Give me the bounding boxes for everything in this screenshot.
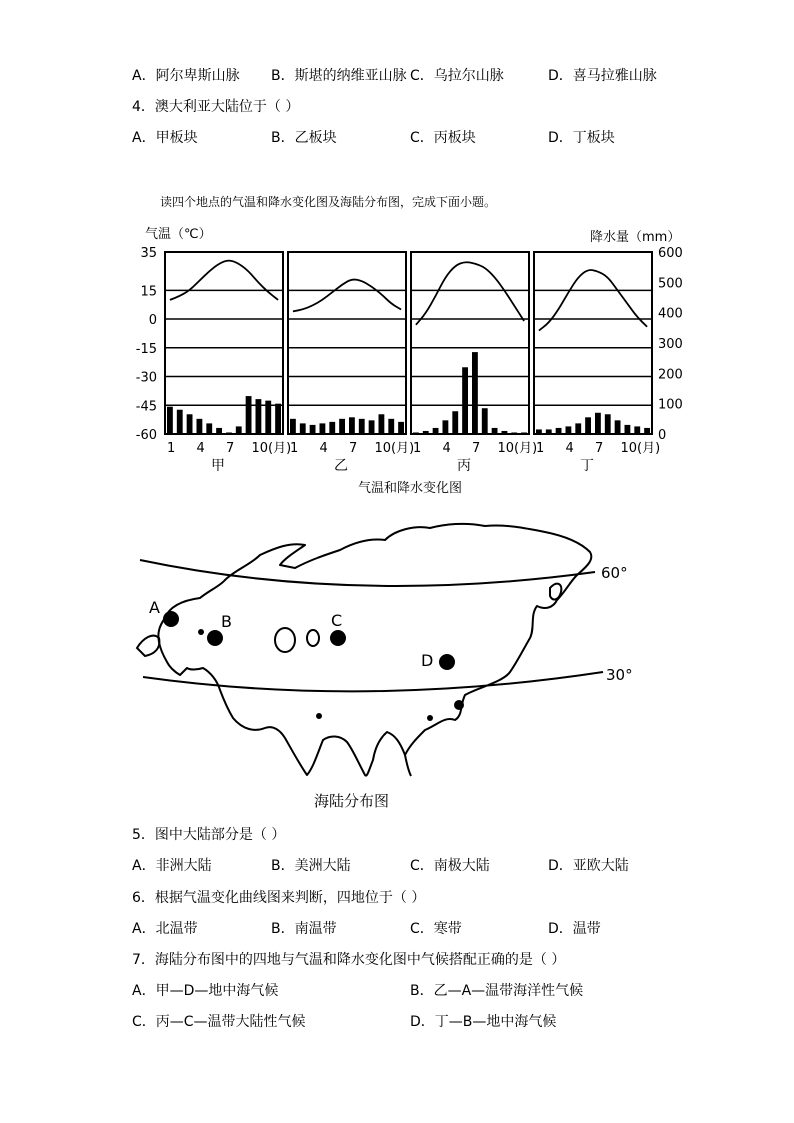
precip-bar (625, 425, 631, 434)
point-b-label: B (221, 612, 232, 631)
month-tick-label: 10(月) (497, 441, 538, 456)
precip-tick-label: 500 (658, 276, 683, 292)
precip-bar (359, 419, 365, 434)
precip-bar (433, 428, 439, 434)
precip-bar (644, 428, 650, 434)
precip-bar (329, 422, 335, 434)
precip-tick-label: 100 (658, 397, 683, 413)
month-tick-label: 4 (442, 441, 451, 456)
precip-bar (388, 419, 394, 434)
q4-option-b: B．乙板块 (271, 130, 337, 146)
temp-tick-label: 15 (140, 284, 157, 300)
q5-option-a: A．非洲大陆 (132, 858, 212, 874)
precip-bar (605, 414, 611, 434)
temperature-curve (539, 270, 647, 331)
temperature-curve (293, 280, 401, 312)
small-dot (198, 629, 204, 635)
precip-bar (452, 411, 458, 434)
peninsula-south (405, 755, 411, 776)
precip-bar (300, 423, 306, 434)
precip-bar (566, 426, 572, 434)
panel-name: 丙 (457, 458, 471, 474)
month-tick-label: 10(月) (620, 441, 661, 456)
precip-bar (521, 432, 527, 434)
climate-chart-title: 气温和降水变化图 (357, 481, 463, 496)
precip-bar (472, 352, 478, 434)
month-tick-label: 7 (595, 441, 604, 456)
climate-panel (411, 252, 537, 474)
precip-bar (546, 429, 552, 434)
q7-option-c: C．丙—C—温带大陆性气候 (132, 1014, 306, 1030)
small-dot (454, 700, 464, 710)
q7-question: 7．海陆分布图中的四地与气温和降水变化图中气候搭配正确的是（ ） (132, 952, 566, 968)
precip-bar (492, 428, 498, 434)
temp-tick-label: -15 (135, 341, 157, 357)
precip-bar (226, 432, 232, 434)
temp-axis-label: 气温（℃） (145, 227, 212, 242)
q6-option-d: D．温带 (548, 921, 601, 937)
precip-bar (310, 425, 316, 434)
precip-bar (177, 410, 183, 434)
q7-option-b: B．乙—A—温带海洋性气候 (410, 983, 584, 999)
lat-60-label: 60° (601, 564, 628, 582)
small-dot (427, 715, 433, 721)
point-d (439, 654, 455, 670)
precip-bar (256, 399, 262, 434)
month-tick-label: 10(月) (251, 441, 292, 456)
point-c-label: C (331, 611, 343, 630)
precip-bar (265, 401, 271, 434)
q7-option-a: A．甲—D—地中海气候 (132, 983, 279, 999)
precip-bar (443, 420, 449, 434)
temp-tick-label: -45 (135, 399, 157, 415)
island-east (550, 584, 561, 600)
temperature-curve (170, 261, 278, 300)
point-b (207, 630, 223, 646)
q6-question: 6．根据气温变化曲线图来判断，四地位于（ ） (132, 890, 426, 906)
precip-bar (275, 404, 281, 434)
panel-frame (534, 252, 652, 434)
q3-option-b: B．斯堪的纳维亚山脉 (271, 68, 407, 84)
precip-tick-label: 400 (658, 306, 683, 322)
precip-bar (206, 423, 212, 434)
map-caption: 海陆分布图 (314, 792, 390, 810)
precip-bar (398, 422, 404, 434)
q4-option-d: D．丁板块 (548, 130, 615, 146)
q5-question: 5．图中大陆部分是（ ） (132, 827, 286, 843)
point-a-label: A (149, 598, 160, 617)
precip-bar (556, 428, 562, 434)
precip-bar (511, 432, 517, 434)
q7-option-d: D．丁—B—地中海气候 (410, 1014, 557, 1030)
lat-30-label: 30° (606, 666, 633, 684)
precip-bar (575, 423, 581, 434)
climate-panel (534, 252, 660, 474)
precip-bar (320, 423, 326, 434)
q4-question: 4．澳大利亚大陆位于（ ） (132, 99, 300, 115)
eurasia-outline (158, 524, 591, 776)
climate-panel (165, 252, 291, 474)
precip-bar (216, 428, 222, 434)
point-a (163, 611, 179, 627)
precip-bar (369, 420, 375, 434)
precip-bar (349, 417, 355, 434)
black-sea-area (275, 628, 295, 652)
q6-option-a: A．北温带 (132, 921, 198, 937)
precip-bar (595, 413, 601, 434)
q3-option-a: A．阿尔卑斯山脉 (132, 68, 240, 84)
temperature-curve (416, 262, 524, 325)
precip-bar (197, 419, 203, 434)
panel-frame (165, 252, 283, 434)
q5-option-c: C．南极大陆 (410, 858, 490, 874)
precip-bar (290, 419, 296, 434)
climate-chart (125, 220, 695, 500)
temp-tick-label: 35 (140, 246, 157, 261)
month-tick-label: 1 (536, 441, 545, 456)
q5-option-b: B．美洲大陆 (271, 858, 351, 874)
precip-bar (502, 431, 508, 434)
precip-bar (246, 396, 252, 434)
q3-option-d: D．喜马拉雅山脉 (548, 68, 657, 84)
temp-tick-label: -30 (135, 370, 157, 386)
caspian-sea (307, 630, 319, 646)
precip-bar (236, 426, 242, 434)
month-tick-label: 1 (167, 441, 176, 456)
month-tick-label: 1 (290, 441, 299, 456)
month-tick-label: 7 (349, 441, 358, 456)
precip-tick-label: 300 (658, 337, 683, 352)
precip-bar (423, 431, 429, 434)
month-tick-label: 4 (196, 441, 205, 456)
panel-name: 乙 (334, 458, 348, 474)
climate-panel (288, 252, 414, 474)
precip-axis-label: 降水量（mm） (590, 230, 681, 245)
panel-frame (411, 252, 529, 434)
precip-bar (615, 420, 621, 434)
month-tick-label: 10(月) (374, 441, 415, 456)
precip-tick-label: 0 (658, 428, 667, 443)
panel-name: 甲 (211, 458, 225, 474)
precip-bar (413, 432, 419, 434)
precip-bar (379, 414, 385, 434)
precip-tick-label: 600 (658, 246, 683, 261)
month-tick-label: 7 (226, 441, 235, 456)
q4-option-c: C．丙板块 (410, 130, 476, 146)
q3-option-c: C．乌拉尔山脉 (410, 68, 504, 84)
month-tick-label: 7 (472, 441, 481, 456)
point-d-label: D (421, 651, 434, 670)
precip-bar (339, 419, 345, 434)
land-sea-map (125, 520, 645, 820)
precip-bar (585, 417, 591, 434)
month-tick-label: 1 (413, 441, 422, 456)
intro-text: 读四个地点的气温和降水变化图及海陆分布图，完成下面小题。 (160, 195, 497, 209)
q5-option-d: D．亚欧大陆 (548, 858, 629, 874)
panel-frame (288, 252, 406, 434)
latitude-60-line (140, 560, 595, 586)
temp-tick-label: -60 (135, 428, 157, 443)
q4-option-a: A．甲板块 (132, 130, 198, 146)
precip-bar (462, 367, 468, 434)
small-dot (316, 713, 322, 719)
month-tick-label: 4 (565, 441, 574, 456)
month-tick-label: 4 (319, 441, 328, 456)
precip-bar (187, 414, 193, 434)
temp-tick-label: 0 (148, 313, 157, 329)
precip-tick-label: 200 (658, 367, 683, 383)
british-isles (137, 636, 159, 656)
panel-name: 丁 (580, 458, 594, 474)
precip-bar (482, 408, 488, 434)
precip-bar (634, 426, 640, 434)
q6-option-b: B．南温带 (271, 921, 337, 937)
precip-bar (167, 407, 173, 434)
point-c (330, 630, 346, 646)
q6-option-c: C．寒带 (410, 921, 462, 937)
precip-bar (536, 429, 542, 434)
